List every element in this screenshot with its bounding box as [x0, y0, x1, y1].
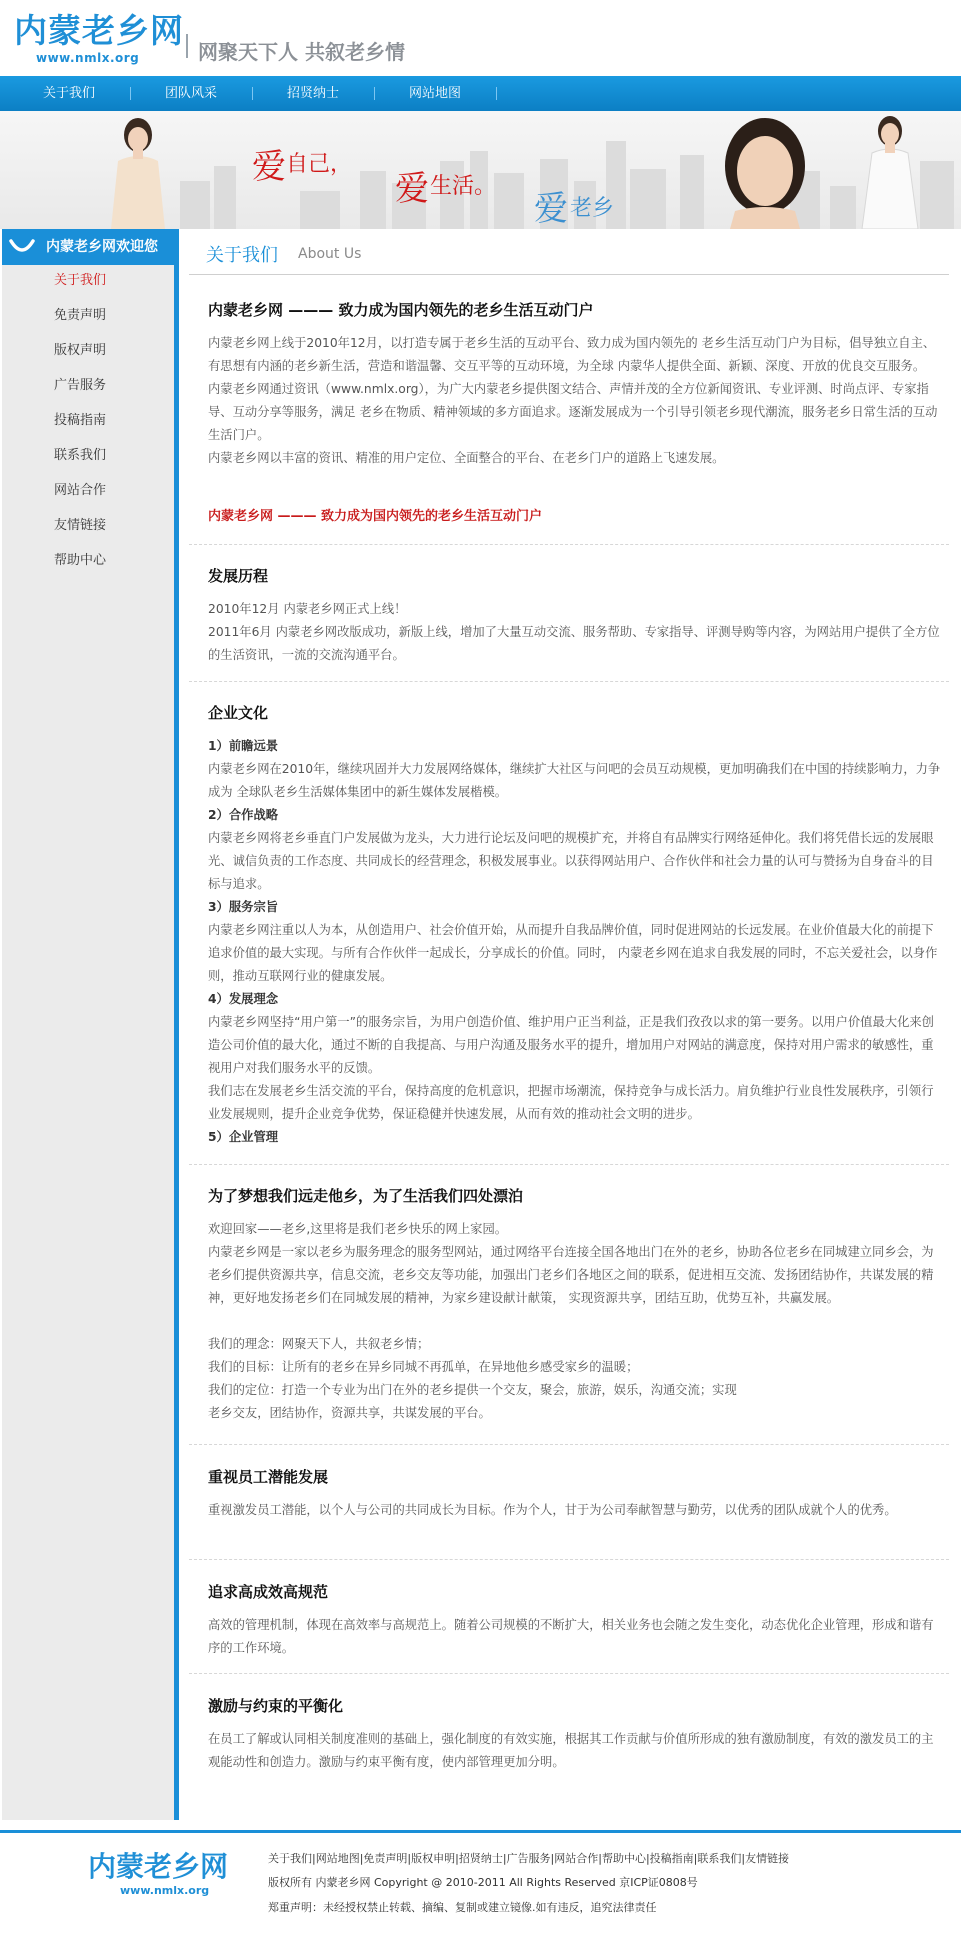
- divider: [189, 681, 949, 682]
- section-body-incentive: [208, 1728, 943, 1774]
- paragraph: 内蒙老乡网通过资讯（www.nmlx.org），为广大内蒙老乡提供图文结合、声情并茂的全方位新闻资讯、专业评测、时尚点评、专家指导、互动分享等服务，满足 老乡在物质、精神领域的多方面追求。逐渐发展成为一个引导引领老乡现代潮流，服务老乡日常生活的互动生活门户。: [208, 382, 938, 442]
- paragraph: 2011年6月 内蒙老乡网改版成功，新版上线，增加了大量互动交流、服务帮助、专家指导、评测导购等内容，为网站用户提供了全方位的生活资讯，一流的交流沟通平台。: [208, 625, 940, 662]
- sidebar-item-submit[interactable]: 投稿指南: [54, 413, 107, 428]
- header-slogan: 网聚天下人 共叙老乡情: [198, 40, 405, 64]
- section-title-efficiency: 追求高成效高规范: [208, 1583, 329, 1601]
- sidebar-item-disclaimer[interactable]: 免责声明: [54, 308, 107, 323]
- banner-word-ai-3: 爱: [534, 189, 568, 229]
- paragraph: 内蒙老乡网以丰富的资讯、精准的用户定位、全面整合的平台、在老乡门户的道路上飞速发展。: [208, 451, 725, 465]
- section-body-efficiency: [208, 1614, 943, 1660]
- paragraph: 高效的管理机制，体现在高效率与高规范上。随着公司规模的不断扩大，相关业务也会随之发生变化，动态优化企业管理，形成和谐有序的工作环境。: [208, 1618, 934, 1655]
- paragraph: 内蒙老乡网是一家以老乡为服务理念的服务型网站，通过网络平台连接全国各地出门在外的老乡，协助各位老乡在同城建立同乡会，为老乡们提供资源共享，信息交流，老乡交友等功能，加强出门老乡们各地区之间的联系，促进相互交流、发扬团结协作，共谋发展的精神，更好地发扬老乡们在同城发展的精神，为家乡建设献计献策， 实现资源共享，团结互助，优势互补，共赢发展。: [208, 1245, 934, 1305]
- banner-figure-center: [725, 118, 805, 229]
- section-body-talent: [208, 1499, 943, 1522]
- page-title: 关于我们: [206, 245, 278, 266]
- paragraph: 在员工了解或认同相关制度准则的基础上，强化制度的有效实施，根据其工作贡献与价值所形成的独有激励制度，有效的激发员工的主观能动性和创造力。激励与约束平衡有度，使内部管理更加分明。: [208, 1732, 934, 1769]
- paragraph: 我们的目标：让所有的老乡在异乡同城不再孤单，在异地他乡感受家乡的温暖；: [208, 1360, 639, 1374]
- logo-text: 内蒙老乡网: [14, 11, 184, 50]
- subheading: 4）发展理念: [208, 992, 279, 1006]
- banner: [0, 111, 961, 229]
- sidebar-item-copyright[interactable]: 版权声明: [54, 343, 107, 358]
- paragraph: 我们的理念：网聚天下人，共叙老乡情；: [208, 1337, 430, 1351]
- sidebar-header: [2, 229, 174, 265]
- banner-word-self: 自己，: [286, 152, 353, 177]
- sidebar-item-about[interactable]: 关于我们: [54, 273, 107, 288]
- paragraph: 欢迎回家——老乡,这里将是我们老乡快乐的网上家园。: [208, 1222, 508, 1236]
- subheading: 1）前瞻远景: [208, 739, 279, 753]
- banner-word-ai-2: 爱: [395, 169, 429, 209]
- banner-figure-left: [111, 118, 165, 229]
- nav-item-team[interactable]: 团队风采: [164, 86, 217, 101]
- divider: [189, 544, 949, 545]
- sidebar-item-help[interactable]: 帮助中心: [54, 553, 107, 568]
- paragraph: 内蒙老乡网注重以人为本，从创造用户、社会价值开始，从而提升自我品牌价值，同时促进网站的长远发展。在业价值最大化的前提下追求价值的最大实现。与所有合作伙伴一起成长，分享成长的价值。同时， 内蒙老乡网在追求自我发展的同时，不忘关爱社会，以身作则，推动互联网行业的健康发展。: [208, 923, 938, 983]
- section-title-history: 发展历程: [208, 567, 269, 585]
- paragraph: 老乡交友，团结协作，资源共享，共谋发展的平台。: [208, 1406, 491, 1420]
- sidebar: [2, 229, 179, 1820]
- footer-logo[interactable]: 内蒙老乡网: [88, 1850, 229, 1883]
- nav-item-about[interactable]: 关于我们: [42, 86, 95, 101]
- section-title-dream: 为了梦想我们远走他乡，为了生活我们四处漂泊: [208, 1187, 524, 1205]
- divider: [189, 1559, 949, 1560]
- footer: [0, 1833, 961, 1934]
- sidebar-item-contact[interactable]: 联系我们: [54, 448, 107, 463]
- footer-logo-url: www.nmlx.org: [120, 1884, 210, 1897]
- main-header: [189, 229, 949, 275]
- paragraph: 内蒙老乡网上线于2010年12月，以打造专属于老乡生活的互动平台、致力成为国内领先的 老乡生活互动门户为目标，倡导独立自主、有思想有内涵的老乡新生活，营造和谐温馨、交互平等的互动环境，为全球 内蒙华人提供全面、新颖、深度、开放的优良交互服务。: [208, 336, 936, 373]
- logo-url: www.nmlx.org: [36, 51, 140, 65]
- nav-separator: [496, 87, 497, 100]
- paragraph: 我们的定位：打造一个专业为出门在外的老乡提供一个交友，聚会，旅游，娱乐，沟通交流；实现: [208, 1383, 737, 1397]
- banner-word-life: 生活。: [430, 174, 497, 199]
- main-nav: [0, 76, 961, 111]
- section-body-intro: [208, 332, 943, 470]
- banner-figure-right: [862, 116, 918, 229]
- main-content: [189, 229, 952, 1820]
- banner-word-ai-1: 爱: [252, 147, 286, 187]
- sidebar-title: 内蒙老乡网欢迎您: [46, 239, 158, 255]
- paragraph: 内蒙老乡网在2010年，继续巩固并大力发展网络媒体，继续扩大社区与问吧的会员互动规模，更加明确我们在中国的持续影响力，力争成为 全球队老乡生活媒体集团中的新生媒体发展楷模。: [208, 762, 941, 799]
- subheading: 2）合作战略: [208, 808, 279, 822]
- footer-copyright: 版权所有 内蒙老乡网 Copyright @ 2010-2011 All Rights Reserved 京ICP证0808号: [268, 1876, 698, 1889]
- divider: [189, 1444, 949, 1445]
- footer-notice: 郑重声明：未经授权禁止转载、摘编、复制或建立镜像.如有违反，追究法律责任: [268, 1901, 657, 1914]
- section-title-intro: 内蒙老乡网 ——— 致力成为国内领先的老乡生活互动门户: [208, 301, 594, 319]
- section-body-dream: [208, 1218, 943, 1425]
- highlight-tagline: 内蒙老乡网 ——— 致力成为国内领先的老乡生活互动门户: [208, 509, 543, 524]
- paragraph: 重视激发员工潜能，以个人与公司的共同成长为目标。作为个人，甘于为公司奉献智慧与勤劳，以优秀的团队成就个人的优秀。: [208, 1503, 897, 1517]
- sidebar-item-ads[interactable]: 广告服务: [54, 378, 107, 393]
- header: [0, 0, 961, 76]
- sidebar-item-links[interactable]: 友情链接: [54, 518, 107, 533]
- paragraph: 内蒙老乡网坚持“用户第一”的服务宗旨，为用户创造价值、维护用户正当利益，正是我们孜孜以求的第一要务。以用户价值最大化来创造公司价值的最大化，通过不断的自我提高、与用户沟通及服务水平的提升，增加用户对网站的满意度，保持对用户需求的敏感性，重视用户对我们服务水平的反馈。: [208, 1015, 934, 1075]
- section-title-culture: 企业文化: [208, 704, 269, 722]
- section-body-culture: [208, 735, 943, 1149]
- section-title-incentive: 激励与约束的平衡化: [208, 1697, 344, 1715]
- section-body-history: [208, 598, 943, 667]
- page-subtitle: About Us: [298, 246, 362, 262]
- smile-icon: [8, 237, 36, 257]
- nav-item-jobs[interactable]: 招贤纳士: [286, 86, 339, 101]
- section-title-talent: 重视员工潜能发展: [208, 1468, 329, 1486]
- divider: [189, 1164, 949, 1165]
- footer-links[interactable]: 关于我们|网站地图|免责声明|版权申明|招贤纳士|广告服务|网站合作|帮助中心|投稿指南|联系我们|友情链接: [268, 1852, 790, 1865]
- header-divider: [186, 34, 188, 58]
- paragraph: 我们志在发展老乡生活交流的平台，保持高度的危机意识，把握市场潮流，保持竞争与成长活力。肩负维护行业良性发展秩序，引领行业发展规则，提升企业竞争优势，保证稳健并快速发展，从而有效的推动社会文明的进步。: [208, 1084, 934, 1121]
- paragraph: 内蒙老乡网将老乡垂直门户发展做为龙头，大力进行论坛及问吧的规模扩充，并将自有品牌实行网络延伸化。我们将凭借长远的发展眼光、诚信负责的工作态度、共同成长的经营理念，积极发展事业。以获得网站用户、合作伙伴和社会力量的认可与赞扬为自身奋斗的目标与追求。: [208, 831, 934, 891]
- sidebar-item-cooperation[interactable]: 网站合作: [54, 483, 107, 498]
- site-logo[interactable]: [14, 12, 184, 66]
- subheading: 5）企业管理: [208, 1130, 279, 1144]
- divider: [189, 1673, 949, 1674]
- banner-word-laoxiang: 老乡: [570, 196, 615, 221]
- spacer: [208, 1310, 943, 1333]
- subheading: 3）服务宗旨: [208, 900, 279, 914]
- paragraph: 2010年12月 内蒙老乡网正式上线！: [208, 602, 407, 616]
- nav-item-sitemap[interactable]: 网站地图: [408, 86, 461, 101]
